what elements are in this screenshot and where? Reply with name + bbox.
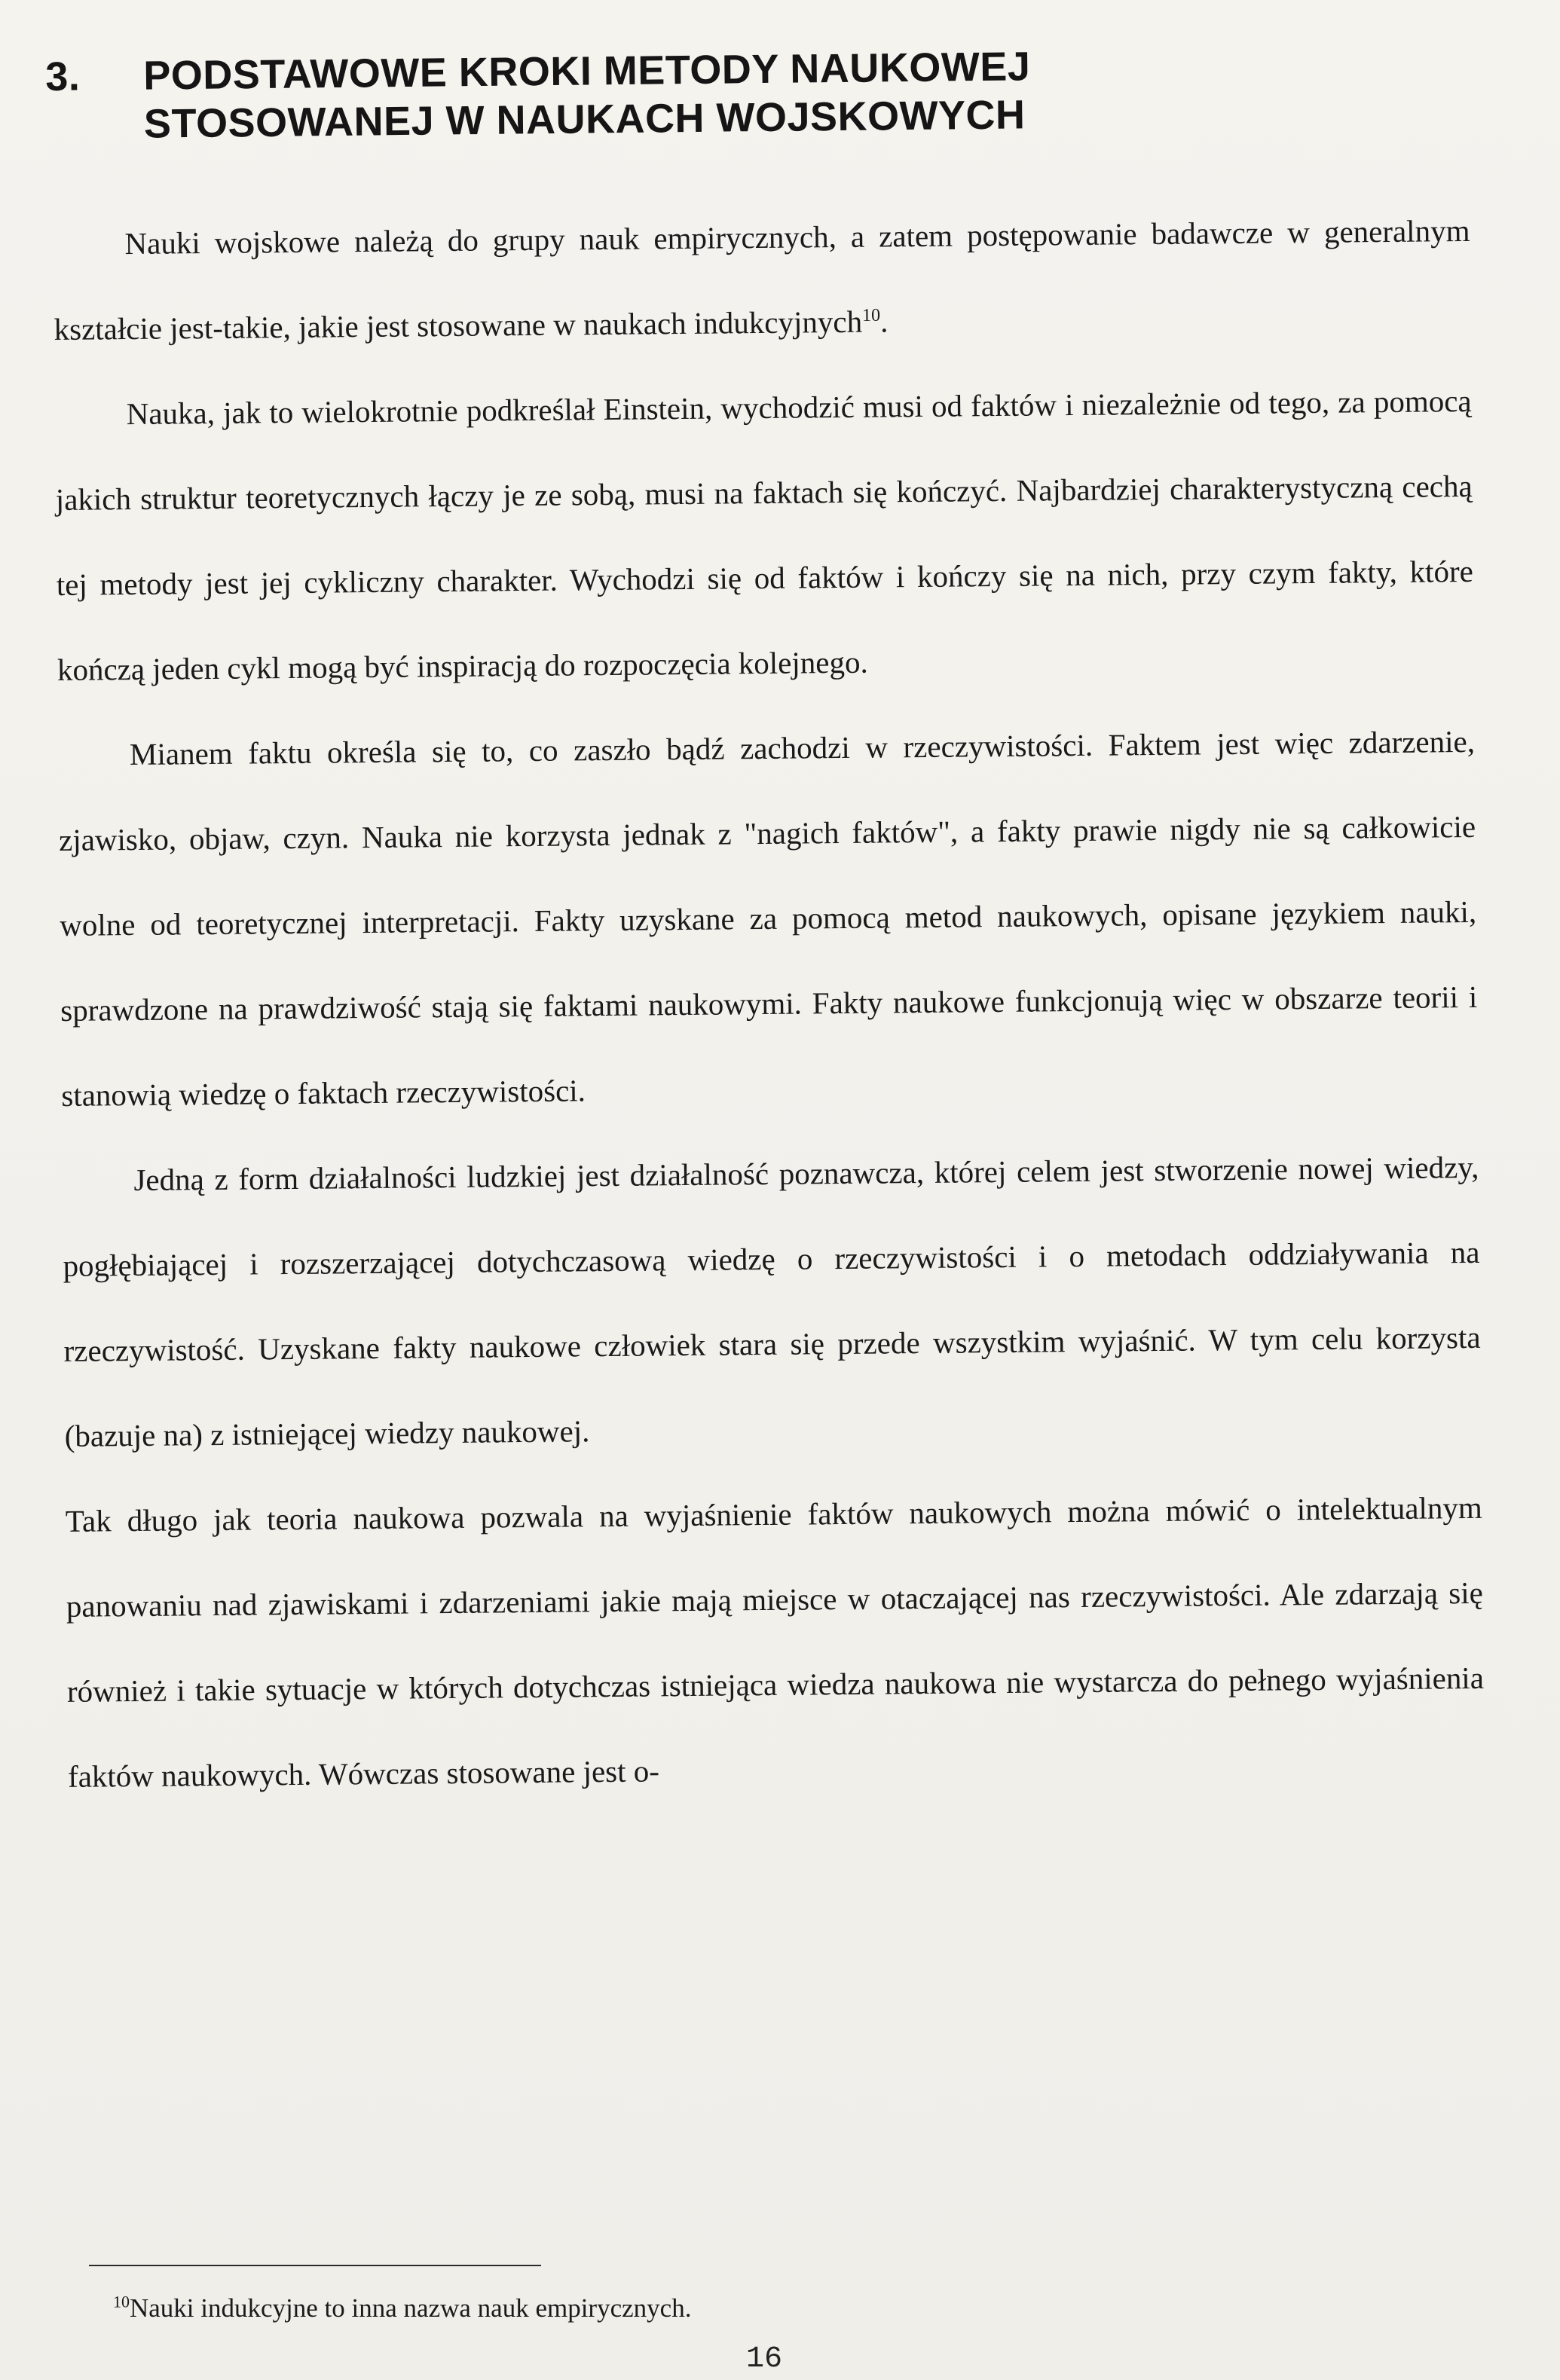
section-title-line-1: PODSTAWOWE KROKI METODY NAUKOWEJ [143,44,1031,99]
paragraph-1 [53,188,1471,372]
section-heading [45,38,1478,149]
footnote-reference: 10 [861,305,881,326]
paragraph-5: Tak długo jak teoria naukowa pozwala na wyjaśnienie faktów naukowych można mówić o intelektualnym panowaniu nad zjawiskami i zdarzeniami jakie mają miejsce w otaczającej nas rzeczywistości. Ale zdarzają się również i takie sytuacje w których dotychczas istniejąca wiedza naukowa nie wystarcza do pełnego wyjaśnienia faktów naukowych. Wówczas stosowane jest o- [65,1489,1485,1794]
footnote-text: Nauki indukcyjne to inna nazwa nauk empirycznych. [130,2293,692,2323]
section-number: 3. [45,53,81,99]
paragraph-1-text: Nauki wojskowe należą do grupy nauk empirycznych, a zatem postępowanie badawcze w generalnym kształcie jest-takie, jakie jest stosowane w naukach indukcyjnych [54,212,1470,347]
footnote-divider [89,2265,541,2266]
footnote [113,2292,691,2325]
paragraph-4: Jedną z form działalności ludzkiej jest działalność poznawcza, której celem jest stworzenie nowej wiedzy, pogłębiającej i rozszerzającej dotychczasową wiedzę o rzeczywistości i o metodach oddziaływania na rzeczywistość. Uzyskane fakty naukowe człowiek stara się przede wszystkim wyjaśnić. W tym celu korzysta (bazuje na) z istniejącej wiedzy naukowej. [63,1149,1481,1453]
paragraph-2: Nauka, jak to wielokrotnie podkreślał Einstein, wychodzić musi od faktów i niezależnie od tego, za pomocą jakich struktur teoretycznych łączy je ze sobą, musi na faktach się kończyć. Najbardziej charakterystyczną cechą tej metody jest jej cykliczny charakter. Wychodzi się od faktów i kończy się na nich, przy czym fakty, które kończą jeden cykl mogą być inspiracją do rozpoczęcia kolejnego. [55,383,1474,687]
page-number: 16 [746,2342,783,2376]
paragraph-1-end: . [879,304,889,339]
footnote-number: 10 [113,2292,130,2311]
section-title-line-2: STOSOWANEJ W NAUKACH WOJSKOWYCH [143,92,1026,147]
paragraph-3: Mianem faktu określa się to, co zaszło bądź zachodzi w rzeczywistości. Faktem jest więc zdarzenie, zjawisko, objaw, czyn. Nauka nie korzysta jednak z "nagich faktów", a fakty prawie nigdy nie są całkowicie wolne od teoretycznej interpretacji. Fakty uzyskane za pomocą metod naukowych, opisane językiem nauki, sprawdzone na prawdziwość stają się faktami naukowymi. Fakty naukowe funkcjonują więc w obszarze teorii i stanowią wiedzę o faktach rzeczywistości. [58,723,1478,1113]
body-text [53,188,1485,1819]
